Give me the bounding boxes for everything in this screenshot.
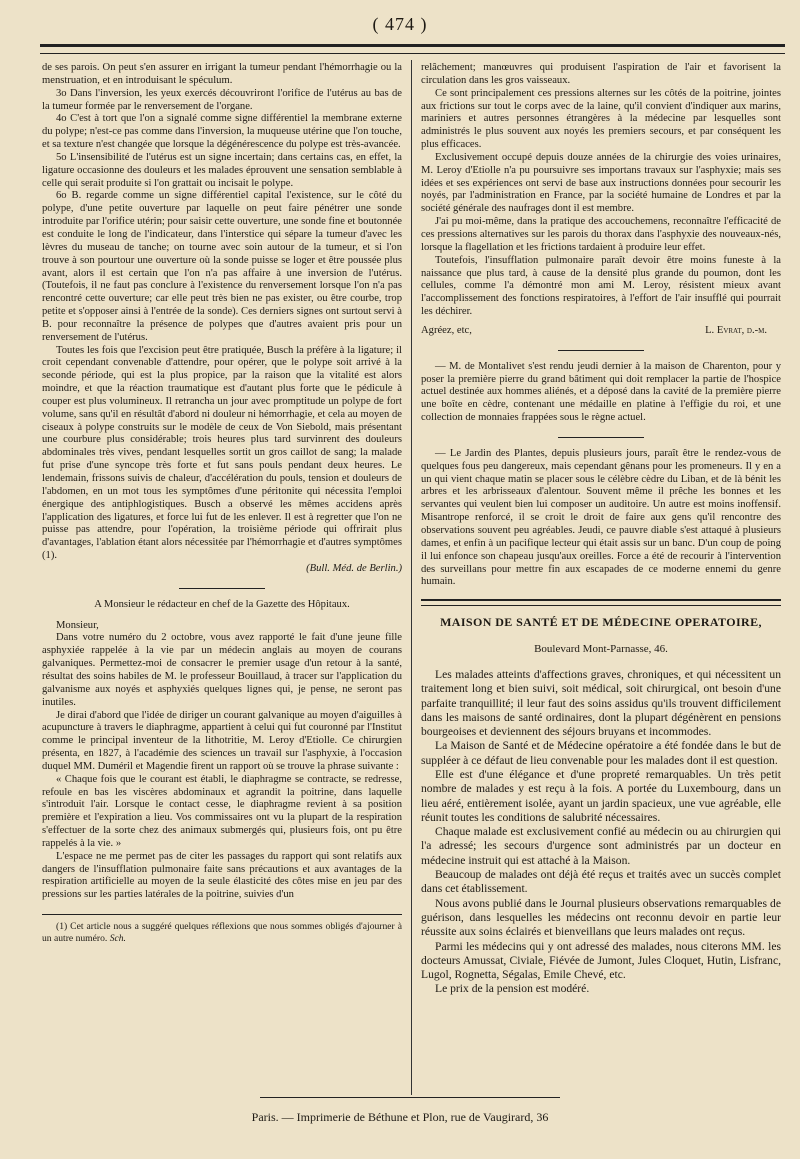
left-column (42, 62, 402, 944)
advert-paragraph: Beaucoup de malades ont déjà été reçus et traités avec un succès complet dans cet établissement. (421, 868, 781, 896)
paragraph: Toutes les fois que l'excision peut être pratiquée, Busch la préfère à la ligature; il croit cependant convenable d'attendre, pour opérer, que le polype soit arrivé à la seconde période, qui est la plus propice, par la raison que la vitalité est alors moindre, et que la réaction traumatique est d'autant plus forte que le pédicule à couper est plus volumineux. Il retrancha un jour avec promptitude un polype de fort volume, sans qu'il en résultât d'abord ni douleur ni hémorrhagie, et cela au moyen de ciseaux à polype construits sur le modèle de ceux de Von Siebold, mais présentant une courbure plus considérable; trois heures plus tard survinrent des douleurs abdominales très vives, pendant lesquelles sortit un gros caillot de sang; la malade fut prise d'une syncope très forte et fut sans pouls pendant deux heures. Le lendemain, frissons suivis de chaleur, d'accélération du pouls, tension et douleurs de l'abdomen, en un mot tous les symptômes d'une péritonite qui nécessita l'emploi énergique des antiphlogistiques. Busch a observé les mêmes accidens après l'application des ligatures, et force lui fut de les enlever. Il est à regretter que l'on ne puisse pas attendre, pour l'opération, la troisième période qui offrirait plus d'avantages, l'ablation étant alors nécessitée par l'hémorrhagie et d'autres symptômes (1). (42, 344, 402, 562)
advert-body (421, 668, 781, 997)
paragraph: 6o B. regarde comme un signe différentiel capital l'existence, sur le côté du polype, d'une petite ouverture par laquelle on peut faire pénétrer une sonde introduite par l'orifice utérin; pour saisir cette ouverture, une sonde fine et boutonnée est conduite le long de l'indicateur, dans l'interstice qui sépare la tumeur d'avec les lèvres du museau de tanche; on tourne avec soin autour de la tumeur, et si l'on trouve à son pourtour une ouverture où la sonde puisse se loger et être poussée plus avant, alors il est certain que l'on n'a pas affaire à une inversion de l'utérus. (Toutefois, il ne faut pas conclure à l'existence du renversement lorsque l'on n'a pas rencontré cette ouverture; car elle peut très bien ne pas exister, ou être courbe, trop petite et s'opposer ainsi à l'entrée de la sonde). Ces derniers signes ont surtout servi à B. pour reconnaître la présence de polypes que d'autres avaient pris pour un renversement de l'utérus. (42, 190, 402, 343)
page-number: ( 474 ) (372, 14, 428, 34)
paragraph: L'espace ne me permet pas de citer les passages du rapport qui sont relatifs aux dangers de l'insufflation pulmonaire faite sans précautions et aux avantages de la respiration artificielle au moyen de la seule élasticité des côtes mise en jeu par des pressions sur les parties latérales de la poitrine, suivies d'un (42, 850, 402, 901)
paragraph: Exclusivement occupé depuis douze années de la chirurgie des voies urinaires, M. Leroy d'Etiolle n'a pu poursuivre ses importans travaux sur l'asphyxie; mais ses idées et ses expériences ont servi de base aux instructions données pour secourir les noyés, par l'administration en France, par la société humaine de Londres et par la société générale des naufrages dont il est membre. (421, 151, 781, 215)
paragraph: Je dirai d'abord que l'idée de diriger un courant galvanique au moyen d'aiguilles à acupuncture à travers le diaphragme, appartient à celui qui fut couronné par l'Institut comme le principal inventeur de la lithotritie, M. Leroy d'Etiolle. Ce chirurgien présenta, en 1827, à l'académie des sciences un travail sur l'asphyxie, à l'occasion duquel MM. Duméril et Magendie firent un rapport où se trouve la phrase suivante : (42, 709, 402, 772)
header-rule (40, 44, 785, 54)
news-item: — Le Jardin des Plantes, depuis plusieurs jours, paraît être le rendez-vous de quelques fous peu dangereux, mais cependant gênans pour les promeneurs. Il y en a un qui vient chaque matin se placer sous le célèbre cèdre du Liban, et de là bénit les arbres et les arbrisseaux d'alentour. Souvent même il prêche les bonnes et les servantes qui veulent bien lui composer un auditoire. Un autre est moins inoffensif. Misantrope renforcé, il se croit le droit de faire aux gens qu'il rencontre des observations souvent peu agréables. Jeudi, ce pauvre diable s'est attaqué à plusieurs dames, et enfin à un pacifique lecteur qui était assis sur un banc. D'un coup de poing il lui enfonce son chapeau jusqu'aux oreilles. Force a été de recourir à l'intervention des surveillans pour mettre fin aux escapades de ce moderne ennemi du genre humain. (421, 447, 781, 588)
closing: Agréez, etc, (421, 324, 472, 336)
paragraph: Dans votre numéro du 2 octobre, vous avez rapporté le fait d'une jeune fille asphyxiée rappelée à la vie par un médecin anglais au moyen de courans galvaniques. Permettez-moi de consacrer le premier usage d'un retour à la santé, résultat des soins habiles de M. le professeur Bouillaud, à tracer sur l'application du galvanisme aux noyés et asphyxiés quelques lignes qui, je pense, ne seront pas inutiles. (42, 632, 402, 708)
advert-paragraph: Elle est d'une élégance et d'une propreté remarquables. Un très petit nombre de malades y est reçu à la fois. A portée du Luxembourg, dans un lieu aéré, entièrement isolée, ayant un jardin spacieux, une vue agréable, elle réunit toutes les conditions de salubrité nécessaires. (421, 767, 781, 824)
paragraph: de ses parois. On peut s'en assurer en irrigant la tumeur pendant l'hémorrhagie ou la menstruation, et en introduisant le spéculum. (42, 62, 402, 86)
signature: L. Evrat, d.-m. (705, 324, 767, 336)
footnote-rule (42, 914, 402, 915)
column-divider (411, 60, 412, 1095)
advert-paragraph: Parmi les médecins qui y ont adressé des malades, nous citerons MM. les docteurs Amussat, Civiale, Fiévée de Jumont, Jules Cloquet, Hutin, Lisfranc, Lugol, Rognetta, Ségalas, Emile Chevé, etc. (421, 939, 781, 982)
right-column (421, 62, 781, 997)
footnote (42, 921, 402, 944)
letter-heading: A Monsieur le rédacteur en chef de la Gazette des Hôpitaux. (94, 598, 350, 610)
paragraph: relâchement; manœuvres qui produisent l'aspiration de l'air et favorisent la circulation dans les gros vaisseaux. (421, 62, 781, 86)
quotation: « Chaque fois que le courant est établi, le diaphragme se contracte, se redresse, refoule en bas les viscères abdominaux et agrandit la poitrine, dans laquelle s'introduit l'air. Lorsque le contact cesse, le diaphragme revient à sa position première et l'expiration a lieu. Vos commissaires ont vu la plupart de la respiration s'effectuer de la sorte chez des animaux submergés qui, plusieurs fois, ont pu être rappelés à la vie. » (42, 773, 402, 849)
section-divider (179, 588, 265, 589)
footer-rule (260, 1097, 560, 1098)
paragraph: Toutefois, l'insufflation pulmonaire paraît devoir être moins funeste à la naissance que plus tard, à cause de la densité plus grande du poumon, dont les cellules, comme l'a démontré mon ami M. Leroy, résistent mieux avant l'accomplissement des fonctions respiratoires, à l'effort de l'air insufflé qui pourrait les déchirer. (421, 254, 781, 318)
salutation: Monsieur, (56, 619, 99, 631)
footnote-sign: Sch. (109, 932, 126, 944)
paragraph: 3o Dans l'inversion, les yeux exercés découvriront l'orifice de l'utérus au bas de la tumeur formée par le renversement de l'organe. (42, 87, 402, 112)
advert-paragraph: Les malades atteints d'affections graves, chroniques, et qui nécessitent un traitement long et bien suivi, soit médical, soit chirurgical, ont besoin d'une parfaite tranquillité; il leur faut des soins assidus qu'ils trouvent difficilement dans les maisons de santé ordinaires, dont la plupart dégénèrent en pensions bourgeoises et deviennent des séjours bruyans et incommodes. (421, 667, 781, 739)
paragraph: 4o C'est à tort que l'on a signalé comme signe différentiel la membrane externe du polype; n'est-ce pas comme dans l'inversion, la muqueuse utérine que l'on touche, et sa texture n'est changée que lorsque la dégénérescence du polype est très-avancée. (42, 113, 402, 151)
advert-paragraph: Le prix de la pension est modéré. (435, 982, 590, 996)
paragraph: Ce sont principalement ces pressions alternes sur les côtés de la poitrine, jointes aux frictions sur tout le corps avec de la laine, qu'il convient d'indiquer aux marins, mariniers et autres personnes étrangères à la médecine par lesquelles sont administrés le plus souvent aux noyés les premiers secours, et par conséquent les plus efficaces. (421, 87, 781, 151)
source-citation: (Bull. Méd. de Berlin.) (306, 562, 402, 574)
advert-title: MAISON DE SANTÉ ET DE MÉDECINE OPERATOIRE, (440, 615, 762, 630)
advert-paragraph: La Maison de Santé et de Médecine opératoire a été fondée dans le but de suppléer à ce défaut de lieu convenable pour les malades dont il est question. (421, 739, 781, 767)
advert-rule (421, 599, 781, 606)
advert-address: Boulevard Mont-Parnasse, 46. (534, 643, 668, 656)
advert-paragraph: Chaque malade est exclusivement confié au médecin ou au chirurgien qui l'a adressé; les secours d'urgence sont administrés par un docteur en médecine instruit qui est attaché à la Maison. (421, 825, 781, 867)
footnote-text: (1) Cet article nous a suggéré quelques réflexions que nous sommes obligés d'ajourner à un autre numéro. (42, 921, 402, 944)
paragraph: 5o L'insensibilité de l'utérus est un signe incertain; dans certains cas, en effet, la ligature occasionne des douleurs et les malades éprouvent une sensation semblable à celle qui serait produite si l'on grattait ou incisait le polype. (42, 151, 402, 189)
section-divider (558, 437, 644, 438)
advert-paragraph: Nous avons publié dans le Journal plusieurs observations remarquables de guérison, dans lesquelles les médecins ont reconnu devoir en partie leur réussite aux soins éclairés et bienveillans que leurs malades ont reçus. (421, 896, 781, 939)
printer-footer: Paris. — Imprimerie de Béthune et Plon, rue de Vaugirard, 36 (251, 1110, 549, 1124)
paragraph: J'ai pu moi-même, dans la pratique des accouchemens, reconnaître l'efficacité de ces pressions alternatives sur les parois du thorax dans l'asphyxie des nouveaux-nés, lorsque la flagellation et les frictions tardaient à produire leur effet. (421, 216, 781, 253)
section-divider (558, 350, 644, 351)
news-item: — M. de Montalivet s'est rendu jeudi dernier à la maison de Charenton, pour y poser la première pierre du grand bâtiment qui doit remplacer la partie de l'hospice actuel destinée aux hommes aliénés, et a déposé dans la cavité de la première pierre une boîte en cèdre, contenant une médaille en platine à l'effigie du roi, et une collection de monnaies frappées sous le règne actuel. (421, 360, 781, 424)
letter-signature-line (421, 325, 781, 338)
